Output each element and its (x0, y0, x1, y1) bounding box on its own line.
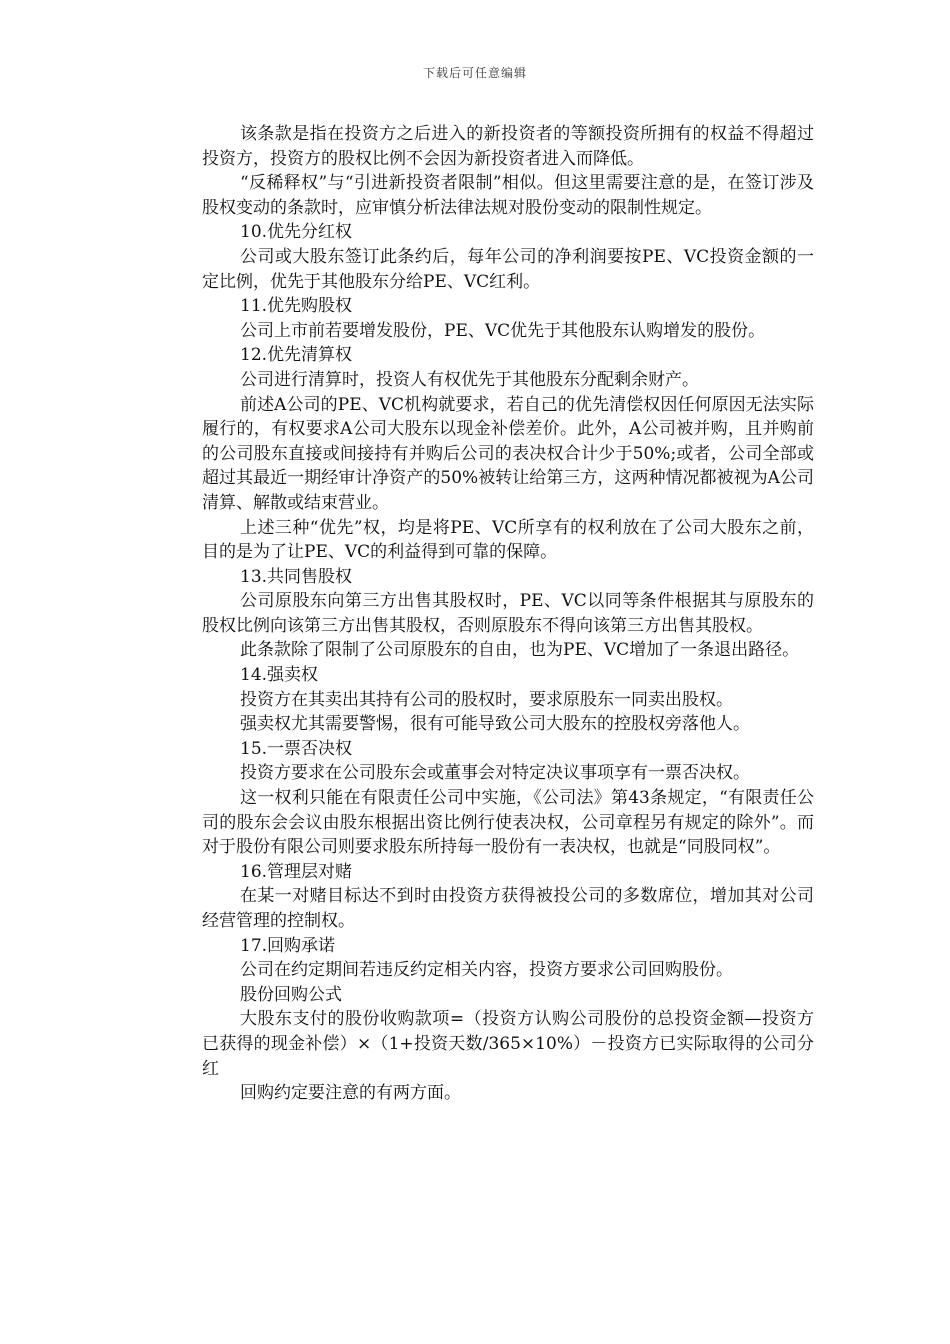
section-heading: 12.优先清算权 (240, 345, 353, 366)
page-header: 下载后可任意编辑 (422, 66, 527, 80)
paragraph: 大股东支付的股份收购款项=（投资方认购公司股份的总投资金额—投资方已获得的现金补偿）×（1+投资天数/365×10%）－投资方已实际取得的公司分红 (202, 1009, 814, 1079)
paragraph: 该条款是指在投资方之后进入的新投资者的等额投资所拥有的权益不得超过投资方，投资方的股权比例不会因为新投资者进入而降低。 (202, 124, 814, 169)
section-heading: 10.优先分红权 (240, 222, 353, 243)
paragraph: 投资方在其卖出其持有公司的股权时，要求原股东一同卖出股权。 (240, 689, 733, 710)
paragraph: 公司上市前若要增发股份，PE、VC优先于其他股东认购增发的股份。 (240, 320, 766, 341)
paragraph: 强卖权尤其需要警惕，很有可能导致公司大股东的控股权旁落他人。 (240, 714, 750, 735)
paragraph: 公司在约定期间若违反约定相关内容，投资方要求公司回购股份。 (240, 960, 733, 981)
document-body (202, 122, 814, 1106)
section-heading: 13.共同售股权 (240, 566, 353, 587)
section-heading: 股份回购公式 (240, 984, 342, 1005)
section-heading: 11.优先购股权 (240, 296, 353, 317)
paragraph: 前述A公司的PE、VC机构就要求，若自己的优先清偿权因任何原因无法实际履行的，有权要求A公司大股东以现金补偿差价。此外，A公司被并购，且并购前的公司股东直接或间接持有并购后公司的表决权合计少于50%;或者，公司全部或超过其最近一期经审计净资产的50%被转让给第三方，这两种情况都被视为A公司清算、解散或结束营业。 (202, 394, 814, 513)
paragraph: 公司原股东向第三方出售其股权时，PE、VC以同等条件根据其与原股东的股权比例向该第三方出售其股权，否则原股东不得向该第三方出售其股权。 (202, 591, 814, 636)
paragraph: 公司进行清算时，投资人有权优先于其他股东分配剩余财产。 (240, 369, 699, 390)
paragraph: 投资方要求在公司股东会或董事会对特定决议事项享有一票否决权。 (240, 763, 750, 784)
section-heading: 16.管理层对赌 (240, 861, 353, 882)
paragraph: 上述三种“优先”权，均是将PE、VC所享有的权利放在了公司大股东之前，目的是为了让PE、VC的利益得到可靠的保障。 (202, 517, 814, 563)
paragraph: 在某一对赌目标达不到时由投资方获得被投公司的多数席位，增加其对公司经营管理的控制权。 (202, 886, 814, 931)
section-heading: 14.强卖权 (240, 665, 319, 686)
paragraph: 回购约定要注意的有两方面。 (240, 1083, 461, 1104)
paragraph: “反稀释权”与“引进新投资者限制”相似。但这里需要注意的是，在签订涉及股权变动的条款时，应审慎分析法律法规对股份变动的限制性规定。 (202, 173, 814, 218)
paragraph: 公司或大股东签订此条约后，每年公司的净利润要按PE、VC投资金额的一定比例，优先于其他股东分给PE、VC红利。 (202, 246, 814, 292)
section-heading: 15.一票否决权 (240, 738, 353, 759)
section-heading: 17.回购承诺 (240, 935, 336, 956)
paragraph: 此条款除了限制了公司原股东的自由，也为PE、VC增加了一条退出路径。 (240, 640, 800, 661)
paragraph: 这一权利只能在有限责任公司中实施，《公司法》第43条规定，“有限责任公司的股东会会议由股东根据出资比例行使表决权，公司章程另有规定的除外”。而对于股份有限公司则要求股东所持每一股份有一表决权，也就是“同股同权”。 (202, 788, 814, 858)
